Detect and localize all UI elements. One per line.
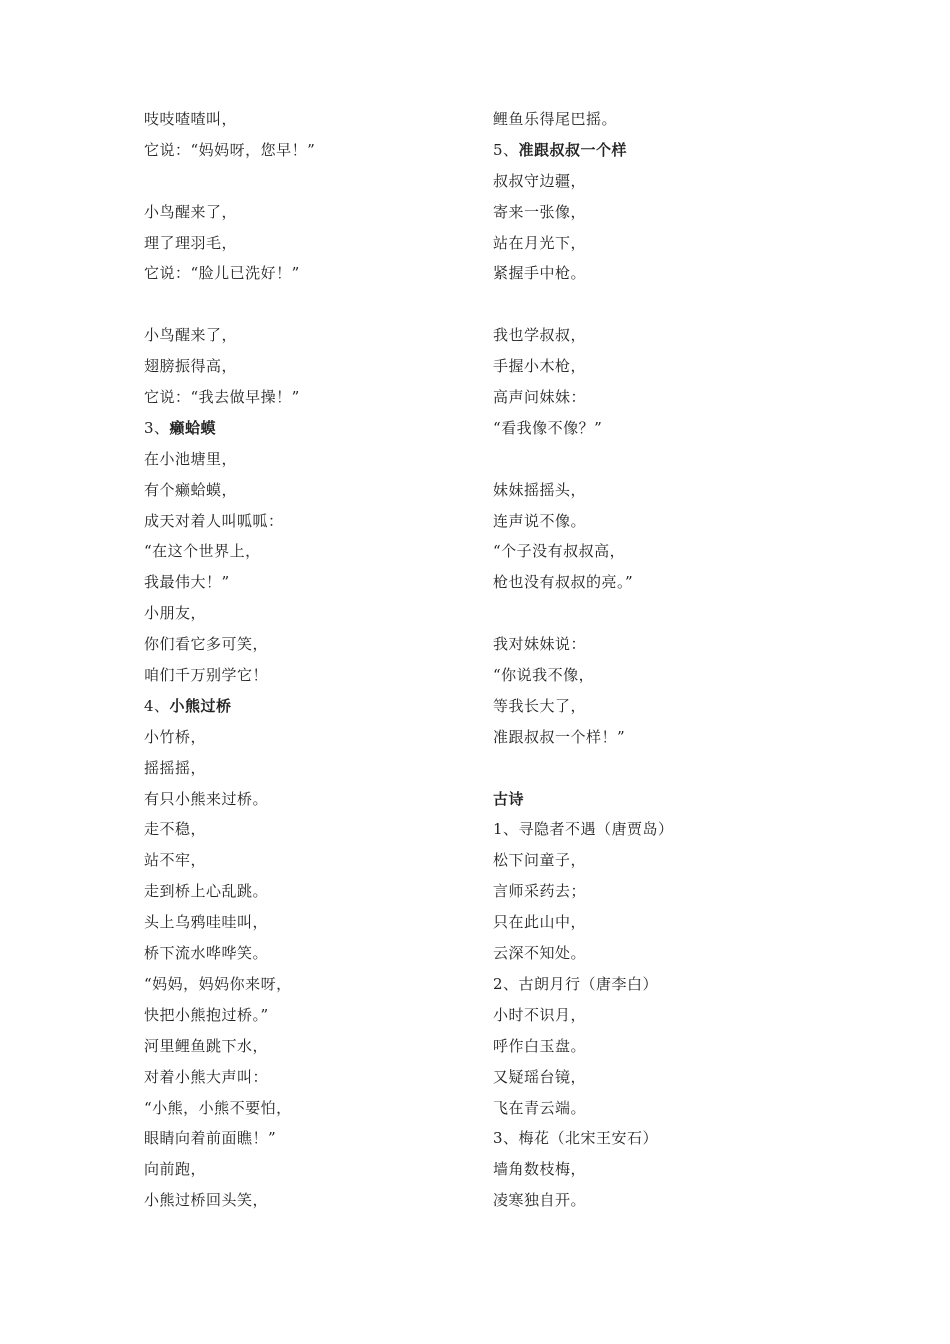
poem-title: 小熊过桥 [169, 696, 232, 715]
poem-line: “看我像不像？” [493, 418, 603, 437]
poem-line: 呼作白玉盘。 [493, 1036, 587, 1055]
poem-line: 快把小熊抱过桥。” [144, 1005, 269, 1024]
poem-line: 云深不知处。 [493, 944, 587, 963]
poem-line: 我对妹妹说： [493, 635, 587, 654]
poem-line: “个子没有叔叔高， [493, 542, 626, 561]
poem-line: 高声问妹妹： [493, 388, 587, 407]
poem-number: 5、 [493, 140, 519, 159]
poem-line: 走到桥上心乱跳。 [144, 882, 269, 901]
poem-line: 它说：“脸儿已洗好！” [144, 264, 300, 283]
poem-line: 又疑瑶台镜， [493, 1067, 587, 1086]
poem-heading [144, 413, 504, 444]
poem-line: 有只小熊来过桥。 [144, 789, 269, 808]
poem-line: 凌寒独自开。 [493, 1191, 587, 1210]
poem-line: 眼睛向着前面瞧！” [144, 1129, 277, 1148]
poem-line: 手握小木枪， [493, 357, 587, 376]
poem-line: 我也学叔叔， [493, 326, 587, 345]
poem-line: 墙角数枝梅， [493, 1160, 587, 1179]
poem-line: 言师采药去； [493, 882, 587, 901]
right-text-column [493, 104, 853, 1216]
poem-line: 枪也没有叔叔的亮。” [493, 573, 634, 592]
blank-line [493, 444, 853, 475]
poem-line: 1、寻隐者不遇（唐贾岛） [493, 820, 674, 839]
poem-line: 小竹桥， [144, 727, 207, 746]
poem-line: 吱吱喳喳叫， [144, 110, 238, 128]
poem-line: 对着小熊大声叫： [144, 1067, 269, 1086]
blank-line [144, 289, 504, 320]
poem-line: 小朋友， [144, 604, 207, 623]
poem-line: 我最伟大！” [144, 573, 230, 592]
poem-line: 河里鲤鱼跳下水， [144, 1036, 269, 1055]
poem-title: 癞蛤蟆 [169, 418, 217, 437]
poem-line: 向前跑， [144, 1160, 207, 1179]
poem-line: 桥下流水哗哗笑。 [144, 944, 269, 963]
poem-line: 理了理羽毛， [144, 233, 238, 252]
poem-line: 站在月光下， [493, 233, 587, 252]
blank-line [493, 598, 853, 629]
poem-line: 连声说不像。 [493, 511, 587, 530]
poem-line: 走不稳， [144, 820, 207, 839]
poem-line: “你说我不像， [493, 666, 595, 685]
section-title: 古诗 [493, 789, 525, 808]
poem-line: 咱们千万别学它！ [144, 666, 269, 685]
poem-line: 寄来一张像， [493, 202, 587, 221]
poem-line: 鲤鱼乐得尾巴摇。 [493, 110, 618, 128]
poem-line: 小鸟醒来了， [144, 202, 238, 221]
poem-line: 有个癞蛤蟆， [144, 480, 238, 499]
poem-heading [144, 691, 504, 722]
poem-number: 3、 [144, 418, 170, 437]
poem-line: 它说：“妈妈呀，您早！” [144, 140, 316, 159]
left-text-column [144, 104, 504, 1216]
poem-line: 头上乌鸦哇哇叫， [144, 913, 269, 932]
poem-line: 你们看它多可笑， [144, 635, 269, 654]
poem-line: 松下问童子， [493, 851, 587, 870]
poem-line: 只在此山中， [493, 913, 587, 932]
poem-line: 在小池塘里， [144, 449, 238, 468]
poem-line: 小时不识月， [493, 1005, 587, 1024]
poem-line: 叔叔守边疆， [493, 171, 587, 190]
poem-line: 飞在青云端。 [493, 1098, 587, 1117]
poem-line: 成天对着人叫呱呱： [144, 511, 284, 530]
blank-line [493, 289, 853, 320]
poem-line: 翅膀振得高， [144, 357, 238, 376]
blank-line [493, 753, 853, 784]
poem-line: 摇摇摇， [144, 758, 207, 777]
poem-heading [493, 135, 853, 166]
blank-line [144, 166, 504, 197]
poem-line: 小鸟醒来了， [144, 326, 238, 345]
poem-line: 紧握手中枪。 [493, 264, 587, 283]
poem-line: 准跟叔叔一个样！” [493, 727, 626, 746]
poem-line: “小熊，小熊不要怕， [144, 1098, 292, 1117]
poem-line: 等我长大了， [493, 696, 587, 715]
poem-line: 妹妹摇摇头， [493, 480, 587, 499]
poem-line: 小熊过桥回头笑， [144, 1191, 269, 1210]
poem-line: 2、古朗月行（唐李白） [493, 974, 659, 993]
poem-line: “在这个世界上， [144, 542, 261, 561]
poem-line: 3、梅花（北宋王安石） [493, 1129, 659, 1148]
poem-line: “妈妈，妈妈你来呀， [144, 974, 292, 993]
poem-number: 4、 [144, 696, 170, 715]
poem-line: 站不牢， [144, 851, 207, 870]
poem-title: 准跟叔叔一个样 [518, 140, 628, 159]
poem-line: 它说：“我去做早操！” [144, 388, 300, 407]
